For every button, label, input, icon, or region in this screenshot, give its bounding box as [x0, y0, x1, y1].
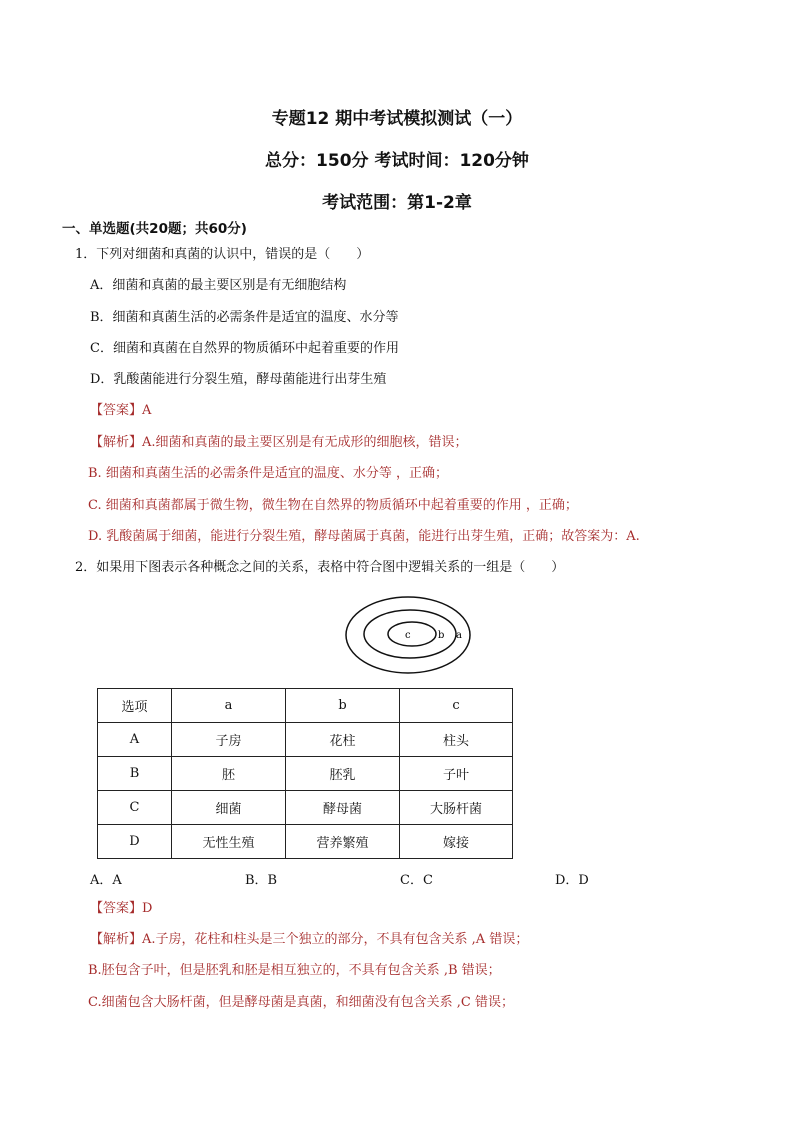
table-cell: 胚乳	[286, 757, 400, 791]
label-b: b	[438, 630, 445, 641]
options-table	[97, 688, 513, 859]
q2-choice-d: D．D	[555, 873, 589, 888]
table-cell: 子房	[172, 723, 286, 757]
q1-stem: 1．下列对细菌和真菌的认识中，错误的是（ ）	[75, 247, 370, 262]
q1-option-d: D．乳酸菌能进行分裂生殖，酵母菌能进行出芽生殖	[90, 372, 387, 387]
q2-answer	[90, 900, 152, 918]
q2-choice-c: C．C	[400, 873, 433, 888]
q1-analysis-d: D. 乳酸菌属于细菌，能进行分裂生殖，酵母菌属于真菌，能进行出芽生殖，正确；故答案为：A.	[88, 529, 640, 544]
exam-scope: 考试范围：第1-2章	[322, 193, 472, 213]
q1-analysis-a	[90, 434, 468, 452]
analysis-label: 【解析】	[90, 435, 143, 450]
table-header-row	[98, 689, 513, 723]
q1-option-a: A．细菌和真菌的最主要区别是有无细胞结构	[90, 278, 347, 293]
table-row	[98, 757, 513, 791]
label-a: a	[456, 630, 462, 641]
analysis-text: A.子房，花柱和柱头是三个独立的部分，不具有包含关系 ,A 错误；	[142, 932, 529, 947]
table-cell: B	[98, 757, 172, 791]
table-row	[98, 791, 513, 825]
q1-option-b: B．细菌和真菌生活的必需条件是适宜的温度、水分等	[90, 310, 399, 325]
table-header: a	[172, 689, 286, 723]
answer-label: 【答案】	[90, 403, 143, 418]
table-header: 选项	[98, 689, 172, 723]
table-cell: 酵母菌	[286, 791, 400, 825]
table-cell: 子叶	[400, 757, 513, 791]
table-cell: 花柱	[286, 723, 400, 757]
label-c: c	[405, 630, 411, 641]
q1-analysis-c: C. 细菌和真菌都属于微生物，微生物在自然界的物质循环中起着重要的作用 ，正确；	[88, 498, 578, 513]
section-heading: 一、单选题(共20题；共60分)	[62, 221, 247, 237]
score-time: 总分：150分 考试时间：120分钟	[265, 151, 529, 171]
analysis-text: A.细菌和真菌的最主要区别是有无成形的细胞核，错误；	[142, 435, 468, 450]
doc-title: 专题12 期中考试模拟测试（一）	[271, 109, 523, 129]
answer-value: A	[142, 403, 152, 418]
analysis-label: 【解析】	[90, 932, 143, 947]
table-cell: 无性生殖	[172, 825, 286, 859]
q1-option-c: C．细菌和真菌在自然界的物质循环中起着重要的作用	[90, 341, 399, 356]
table-cell: A	[98, 723, 172, 757]
q2-choice-a: A．A	[90, 873, 122, 888]
table-cell: D	[98, 825, 172, 859]
q1-answer	[90, 402, 151, 420]
table-cell: 营养繁殖	[286, 825, 400, 859]
answer-label: 【答案】	[90, 901, 143, 916]
table-cell: 柱头	[400, 723, 513, 757]
q2-analysis-a	[90, 931, 528, 949]
q2-analysis-c: C.细菌包含大肠杆菌，但是酵母菌是真菌，和细菌没有包含关系 ,C 错误；	[88, 995, 514, 1010]
q1-analysis-b: B. 细菌和真菌生活的必需条件是适宜的温度、水分等 ，正确；	[88, 466, 448, 481]
table-header: c	[400, 689, 513, 723]
q2-analysis-b: B.胚包含子叶，但是胚乳和胚是相互独立的，不具有包含关系 ,B 错误；	[88, 963, 501, 978]
table-cell: 大肠杆菌	[400, 791, 513, 825]
table-cell: 胚	[172, 757, 286, 791]
table-cell: 细菌	[172, 791, 286, 825]
table-row	[98, 723, 513, 757]
table-row	[98, 825, 513, 859]
q2-choice-b: B．B	[245, 873, 278, 888]
table-header: b	[286, 689, 400, 723]
ellipse-c	[388, 622, 436, 646]
table-cell: C	[98, 791, 172, 825]
nested-ellipse-diagram	[344, 594, 474, 678]
answer-value: D	[142, 901, 153, 916]
q2-stem: 2．如果用下图表示各种概念之间的关系，表格中符合图中逻辑关系的一组是（ ）	[75, 560, 565, 575]
table-cell: 嫁接	[400, 825, 513, 859]
